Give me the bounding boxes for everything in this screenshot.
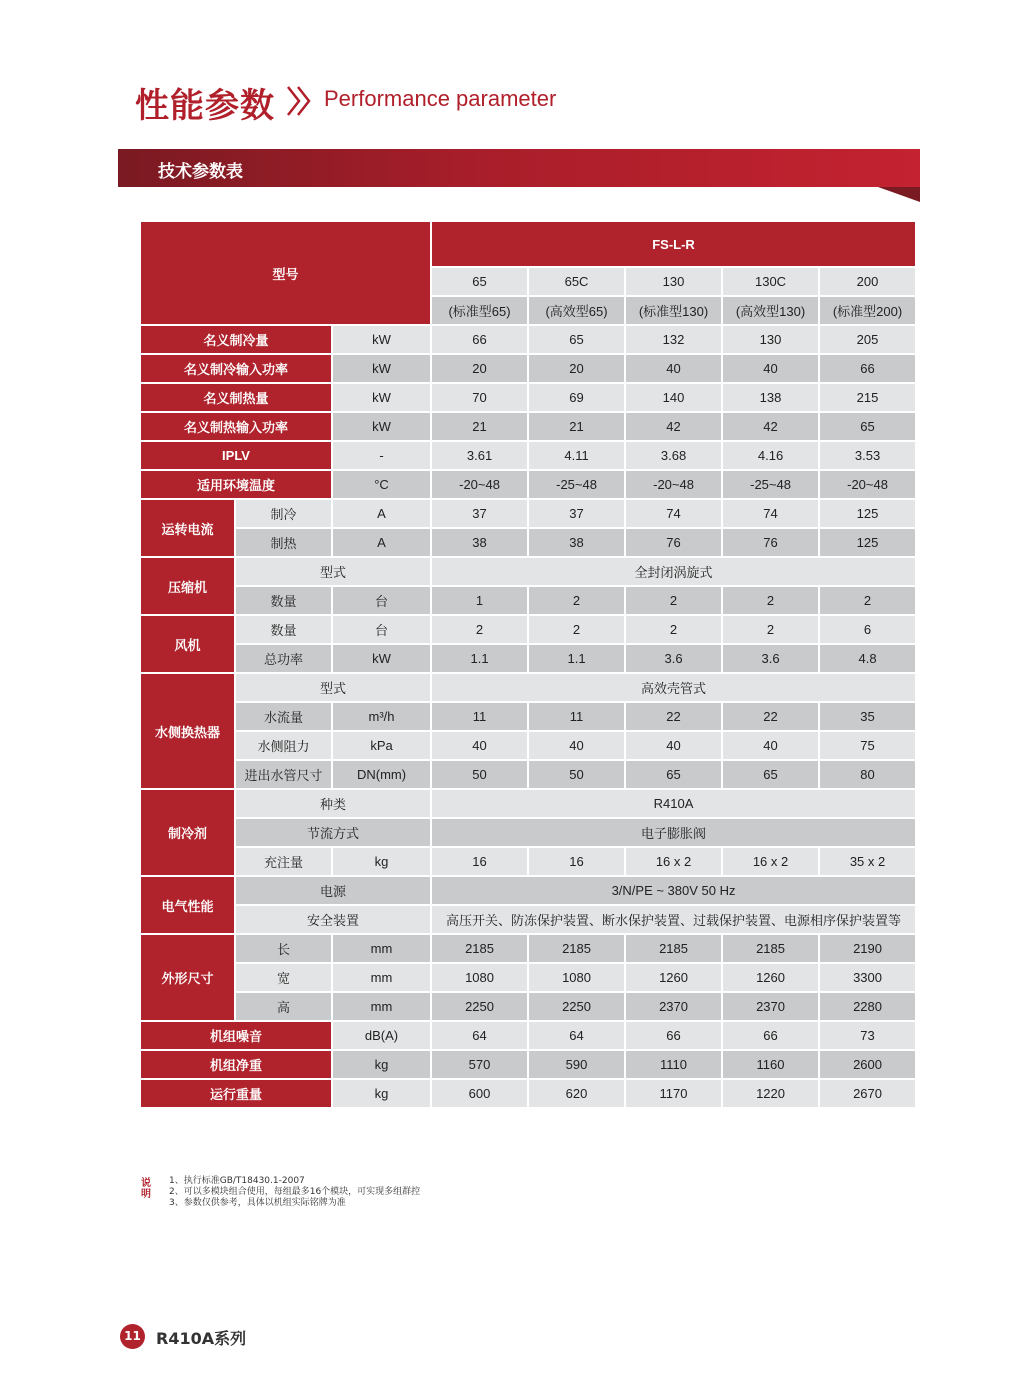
value-cell: 64 [529,1022,624,1049]
value-cell: 2 [723,587,818,614]
value-cell: 40 [723,732,818,759]
value-cell: 138 [723,384,818,411]
unit-cell: 台 [333,616,430,643]
param-label: 运行重量 [141,1080,331,1107]
value-cell: 66 [432,326,527,353]
page-title-en: Performance parameter [324,86,557,111]
value-cell: 40 [432,732,527,759]
unit-cell: kg [333,848,430,875]
sub-label: 数量 [236,587,331,614]
value-cell: 37 [432,500,527,527]
sub-label: 数量 [236,616,331,643]
value-cell: 66 [723,1022,818,1049]
value-cell: 3.6 [626,645,721,672]
value-cell: 3.6 [723,645,818,672]
sub-label: 节流方式 [236,819,430,846]
section-banner [118,149,920,187]
value-cell: 75 [820,732,915,759]
value-cell: 65 [626,761,721,788]
unit-cell: mm [333,935,430,962]
table-row [141,790,915,817]
model-type: (标准型65) [432,297,527,324]
value-cell: 2250 [432,993,527,1020]
table-row [141,413,915,440]
table-row [141,1022,915,1049]
table-row [141,964,915,991]
value-cell: 50 [529,761,624,788]
value-cell: 21 [432,413,527,440]
unit-cell: dB(A) [333,1022,430,1049]
unit-cell: DN(mm) [333,761,430,788]
model-type: (高效型65) [529,297,624,324]
value-cell: 570 [432,1051,527,1078]
shared-value: 电子膨胀阀 [432,819,915,846]
model-type: (高效型130) [723,297,818,324]
table-row [141,222,915,266]
table-row [141,877,915,904]
value-cell: 4.8 [820,645,915,672]
value-cell: 2 [626,616,721,643]
model-code: 65C [529,268,624,295]
value-cell: 1170 [626,1080,721,1107]
value-cell: 1260 [626,964,721,991]
unit-cell: kW [333,413,430,440]
value-cell: 11 [432,703,527,730]
unit-cell: A [333,529,430,556]
model-code: 130C [723,268,818,295]
value-cell: 2600 [820,1051,915,1078]
param-label: 机组噪音 [141,1022,331,1049]
table-row [141,1051,915,1078]
value-cell: 2 [723,616,818,643]
value-cell: 4.11 [529,442,624,469]
value-cell: 16 x 2 [626,848,721,875]
unit-cell: kW [333,645,430,672]
value-cell: 40 [529,732,624,759]
table-row [141,819,915,846]
value-cell: 80 [820,761,915,788]
shared-value: 3/N/PE ~ 380V 50 Hz [432,877,915,904]
value-cell: 35 [820,703,915,730]
sub-label: 充注量 [236,848,331,875]
value-cell: 140 [626,384,721,411]
value-cell: 76 [626,529,721,556]
param-label: 适用环境温度 [141,471,331,498]
note-line: 1、执行标准GB/T18430.1-2007 [169,1176,305,1186]
value-cell: 40 [626,732,721,759]
shared-value: R410A [432,790,915,817]
value-cell: 16 x 2 [723,848,818,875]
value-cell: 1.1 [529,645,624,672]
sub-label: 安全装置 [236,906,430,933]
value-cell: 3300 [820,964,915,991]
value-cell: 65 [529,326,624,353]
sub-label: 型式 [236,674,430,701]
value-cell: 600 [432,1080,527,1107]
group-label: 压缩机 [141,558,234,614]
value-cell: 65 [820,413,915,440]
value-cell: 2 [820,587,915,614]
model-code: 200 [820,268,915,295]
unit-cell: kg [333,1051,430,1078]
param-label: 名义制热量 [141,384,331,411]
value-cell: 1080 [432,964,527,991]
value-cell: 50 [432,761,527,788]
value-cell: 1220 [723,1080,818,1107]
sub-label: 种类 [236,790,430,817]
table-row [141,587,915,614]
table-row [141,848,915,875]
value-cell: 42 [626,413,721,440]
unit-cell: °C [333,471,430,498]
table-row [141,993,915,1020]
table-row [141,471,915,498]
page-number: 11 [120,1324,145,1349]
value-cell: 3.68 [626,442,721,469]
unit-cell: mm [333,993,430,1020]
sub-label: 长 [236,935,331,962]
value-cell: 2185 [432,935,527,962]
shared-value: 全封闭涡旋式 [432,558,915,585]
value-cell: 16 [529,848,624,875]
model-type: (标准型130) [626,297,721,324]
value-cell: 1.1 [432,645,527,672]
value-cell: 2185 [529,935,624,962]
value-cell: -20~48 [432,471,527,498]
sub-label: 水流量 [236,703,331,730]
value-cell: 1260 [723,964,818,991]
value-cell: 2190 [820,935,915,962]
table-row [141,674,915,701]
group-label: 水侧换热器 [141,674,234,788]
sub-label: 型式 [236,558,430,585]
value-cell: 1110 [626,1051,721,1078]
notes-label: 说明 [141,1178,151,1200]
table-row [141,616,915,643]
value-cell: 37 [529,500,624,527]
model-header: 型号 [141,222,430,324]
sub-label: 进出水管尺寸 [236,761,331,788]
table-row [141,906,915,933]
group-label: 外形尺寸 [141,935,234,1020]
value-cell: -20~48 [820,471,915,498]
value-cell: 22 [626,703,721,730]
table-row [141,500,915,527]
unit-cell: mm [333,964,430,991]
param-label: 名义制冷量 [141,326,331,353]
value-cell: 2185 [723,935,818,962]
section-title: 技术参数表 [158,162,243,182]
unit-cell: kW [333,384,430,411]
table-row [141,529,915,556]
model-code: 65 [432,268,527,295]
sub-label: 制冷 [236,500,331,527]
value-cell: 65 [723,761,818,788]
sub-label: 电源 [236,877,430,904]
group-label: 风机 [141,616,234,672]
table-row [141,732,915,759]
unit-cell: kW [333,326,430,353]
value-cell: 6 [820,616,915,643]
table-row [141,935,915,962]
value-cell: 2370 [626,993,721,1020]
value-cell: 2280 [820,993,915,1020]
model-type: (标准型200) [820,297,915,324]
banner-tail [878,187,920,202]
value-cell: 3.53 [820,442,915,469]
table-row [141,442,915,469]
value-cell: 66 [626,1022,721,1049]
value-cell: 38 [529,529,624,556]
unit-cell: 台 [333,587,430,614]
param-label: 名义制冷输入功率 [141,355,331,382]
value-cell: 64 [432,1022,527,1049]
value-cell: 2250 [529,993,624,1020]
double-chevron-icon [285,84,315,118]
model-code: 130 [626,268,721,295]
table-row [141,645,915,672]
value-cell: 2 [626,587,721,614]
value-cell: 74 [626,500,721,527]
table-row [141,761,915,788]
param-label: IPLV [141,442,331,469]
value-cell: 21 [529,413,624,440]
table-row [141,326,915,353]
value-cell: 125 [820,500,915,527]
group-label: 电气性能 [141,877,234,933]
value-cell: 38 [432,529,527,556]
shared-value: 高压开关、防冻保护装置、断水保护装置、过载保护装置、电源相序保护装置等 [432,906,915,933]
value-cell: 40 [626,355,721,382]
unit-cell: A [333,500,430,527]
value-cell: 2370 [723,993,818,1020]
spec-table-body [141,222,915,1107]
unit-cell: kPa [333,732,430,759]
table-row [141,1080,915,1107]
value-cell: 215 [820,384,915,411]
value-cell: 3.61 [432,442,527,469]
note-line: 2、可以多模块组合使用，每组最多16个模块，可实现多组群控 [169,1187,421,1197]
sub-label: 制热 [236,529,331,556]
value-cell: 2 [529,587,624,614]
value-cell: 4.16 [723,442,818,469]
value-cell: 130 [723,326,818,353]
value-cell: 16 [432,848,527,875]
value-cell: 73 [820,1022,915,1049]
table-row [141,703,915,730]
unit-cell: kg [333,1080,430,1107]
value-cell: 2185 [626,935,721,962]
group-label: 制冷剂 [141,790,234,875]
value-cell: 70 [432,384,527,411]
value-cell: 620 [529,1080,624,1107]
value-cell: 2 [529,616,624,643]
unit-cell: - [333,442,430,469]
value-cell: 74 [723,500,818,527]
sub-label: 总功率 [236,645,331,672]
group-label: 运转电流 [141,500,234,556]
value-cell: 11 [529,703,624,730]
value-cell: 35 x 2 [820,848,915,875]
table-row [141,355,915,382]
value-cell: -25~48 [529,471,624,498]
note-line: 3、参数仅供参考，具体以机组实际铭牌为准 [169,1198,346,1208]
page-title-cn: 性能参数 [135,86,275,126]
value-cell: 40 [723,355,818,382]
value-cell: -25~48 [723,471,818,498]
footer-series: R410A系列 [156,1329,247,1348]
value-cell: 20 [529,355,624,382]
value-cell: 42 [723,413,818,440]
value-cell: 69 [529,384,624,411]
param-label: 名义制热输入功率 [141,413,331,440]
value-cell: 66 [820,355,915,382]
sub-label: 水侧阻力 [236,732,331,759]
value-cell: 1160 [723,1051,818,1078]
value-cell: 1080 [529,964,624,991]
sub-label: 高 [236,993,331,1020]
value-cell: -20~48 [626,471,721,498]
spec-table [139,220,917,1109]
value-cell: 590 [529,1051,624,1078]
series-header: FS-L-R [432,222,915,266]
table-row [141,558,915,585]
value-cell: 2670 [820,1080,915,1107]
param-label: 机组净重 [141,1051,331,1078]
table-row [141,384,915,411]
value-cell: 132 [626,326,721,353]
value-cell: 205 [820,326,915,353]
value-cell: 76 [723,529,818,556]
value-cell: 1 [432,587,527,614]
unit-cell: kW [333,355,430,382]
sub-label: 宽 [236,964,331,991]
value-cell: 22 [723,703,818,730]
value-cell: 2 [432,616,527,643]
value-cell: 20 [432,355,527,382]
unit-cell: m³/h [333,703,430,730]
value-cell: 125 [820,529,915,556]
shared-value: 高效壳管式 [432,674,915,701]
